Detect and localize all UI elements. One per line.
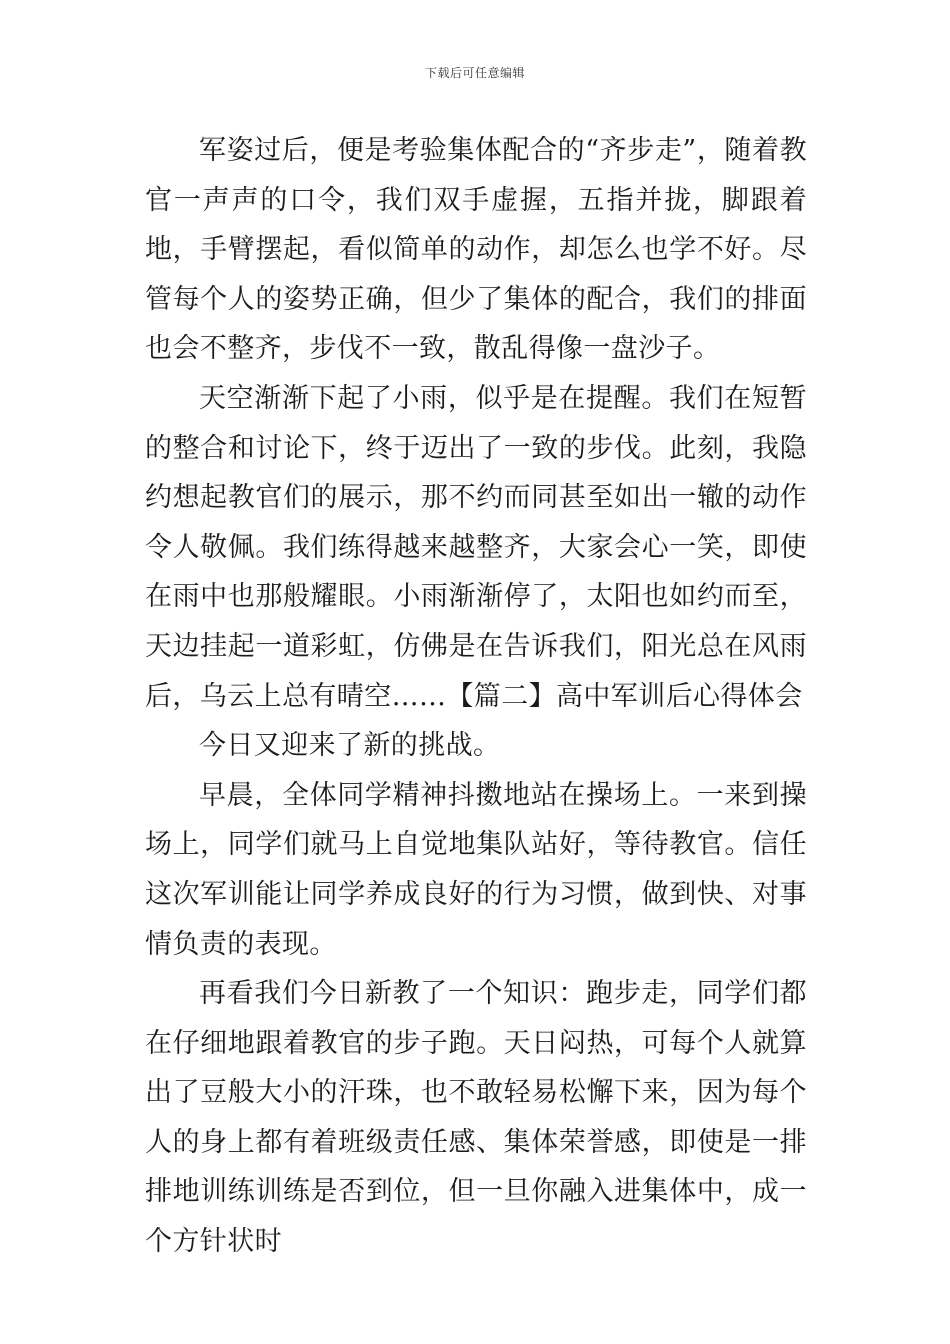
paragraph-2: 天空渐渐下起了小雨，似乎是在提醒。我们在短暂的整合和讨论下，终于迈出了一致的步伐。此刻，我隐约想起教官们的展示，那不约而同甚至如出一辙的动作令人敬佩。我们练得越来越整齐，大家会心一笑，即使在雨中也那般耀眼。小雨渐渐停了，太阳也如约而至，天边挂起一道彩虹，仿佛是在告诉我们，阳光总在风雨后，乌云上总有晴空……【篇二】高中军训后心得体会 (145, 382, 807, 712)
paragraph-3: 今日又迎来了新的挑战。 (199, 730, 501, 762)
body-text (145, 126, 807, 1267)
paragraph-4: 早晨，全体同学精神抖擞地站在操场上。一来到操场上，同学们就马上自觉地集队站好，等待教官。信任这次军训能让同学养成良好的行为习惯，做到快、对事情负责的表现。 (145, 779, 807, 960)
paragraph-5: 再看我们今日新教了一个知识：跑步走，同学们都在仔细地跟着教官的步子跑。天日闷热，可每个人就算出了豆般大小的汗珠，也不敢轻易松懈下来，因为每个人的身上都有着班级责任感、集体荣誉感，即使是一排排地训练训练是否到位，但一旦你融入进集体中，成一个方针状时 (145, 978, 807, 1258)
header-note: 下载后可任意编辑 (424, 66, 525, 80)
paragraph-1: 军姿过后，便是考验集体配合的“齐步走”，随着教官一声声的口令，我们双手虚握，五指并拢，脚跟着地，手臂摆起，看似简单的动作，却怎么也学不好。尽管每个人的姿势正确，但少了集体的配合，我们的排面也会不整齐，步伐不一致，散乱得像一盘沙子。 (145, 135, 807, 365)
